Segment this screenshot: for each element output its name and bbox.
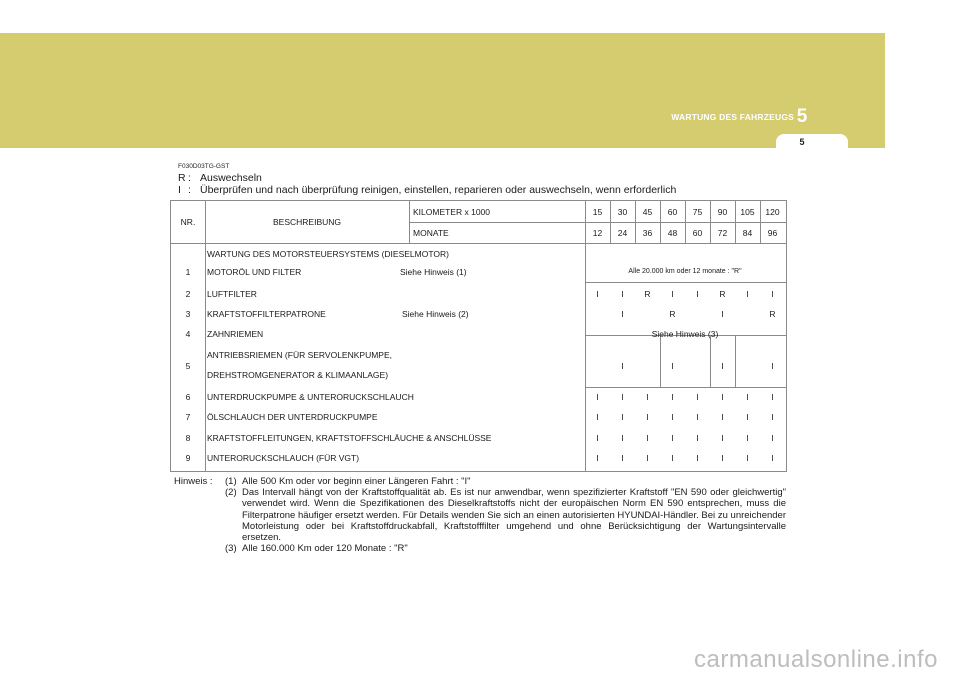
description-header: BESCHREIBUNG: [272, 217, 341, 227]
month-value: 24: [617, 228, 628, 238]
schedule-cell: I: [671, 453, 674, 463]
row-description: ZAHNRIEMEN: [207, 329, 264, 339]
legend-key: I: [178, 184, 181, 196]
row-description: KRAFTSTOFFILTERPATRONE: [207, 309, 326, 319]
schedule-cell: I: [621, 433, 624, 443]
km-value: 75: [692, 207, 703, 217]
km-value: 15: [592, 207, 603, 217]
note-text: Alle 160.000 Km oder 120 Monate : "R": [242, 543, 408, 555]
note-text: Das Intervall hängt von der Kraftstoffqualität ab. Es ist nur anwendbar, wenn spezifizierter Kraftstoff "EN 590 oder gleichwertig" verwendet wird. Wenn die Spezifikationen des Dieselkraftstoffs nicht der europäischen Norm EN 590 entsprechen, muss die Filterpatrone häufiger ersetzt werden. Für Details wenden Sie sich an einen autorisierten HYUNDAI-Händler. Bei zu unreichender Motorleistung oder bei Kraftstoffdruckabfall, Kraftstofffilter umgehend und ohne Berücksichtigung der Wartungsintervalle ersetzen.: [242, 487, 786, 544]
schedule-cell: I: [771, 392, 774, 402]
schedule-cell: I: [721, 361, 724, 371]
schedule-cell: I: [596, 453, 599, 463]
row-number: 9: [185, 453, 191, 463]
nr-header: NR.: [180, 217, 196, 227]
note-item: [174, 487, 786, 543]
schedule-cell: I: [746, 453, 749, 463]
document-code: F030D03TG-GST: [178, 163, 230, 170]
row-number: 1: [185, 267, 191, 277]
km-value: 45: [642, 207, 653, 217]
grid-line: [735, 335, 736, 387]
section-title: WARTUNG DES MOTORSTEUERSYSTEMS (DIESELMOTOR): [207, 249, 449, 259]
schedule-cell: R: [769, 309, 776, 319]
schedule-cell: I: [771, 361, 774, 371]
schedule-cell: I: [646, 392, 649, 402]
row-description: LUFTFILTER: [207, 289, 257, 299]
schedule-cell: I: [596, 433, 599, 443]
legend-replace: R : Auswechseln: [178, 172, 262, 184]
schedule-cell: I: [596, 412, 599, 422]
grid-line: [205, 201, 206, 471]
schedule-cell: I: [596, 392, 599, 402]
schedule-cell: I: [721, 392, 724, 402]
legend-text: Auswechseln: [200, 172, 262, 184]
row-description: UNTERDRUCKPUMPE & UNTERORUCKSCHLAUCH: [207, 392, 414, 402]
row-span-note: Siehe Hinweis (3): [651, 329, 719, 339]
schedule-cell: I: [696, 289, 699, 299]
row-description: KRAFTSTOFFLEITUNGEN, KRAFTSTOFFSCHLÄUCHE & ANSCHLÜSSE: [207, 433, 492, 443]
legend-inspect: I : Überprüfen und nach überprüfung reinigen, einstellen, reparieren oder auswechseln, wenn erforderlich: [178, 184, 677, 196]
month-value: 48: [667, 228, 678, 238]
schedule-cell: I: [671, 392, 674, 402]
grid-line: [409, 222, 786, 223]
schedule-cell: I: [621, 361, 624, 371]
month-value: 60: [692, 228, 703, 238]
schedule-cell: I: [621, 289, 624, 299]
schedule-cell: I: [621, 412, 624, 422]
schedule-cell: I: [621, 453, 624, 463]
schedule-cell: I: [671, 361, 674, 371]
month-value: 36: [642, 228, 653, 238]
row-description-cont: DREHSTROMGENERATOR & KLIMAANLAGE): [207, 370, 389, 380]
note-number: (3): [225, 543, 237, 555]
chapter-title: WARTUNG DES FAHRZEUGS: [671, 112, 794, 122]
note-number: (2): [225, 487, 237, 499]
note-number: (1): [225, 476, 237, 487]
month-value: 12: [592, 228, 603, 238]
row-number: 2: [185, 289, 191, 299]
month-value: 72: [717, 228, 728, 238]
note-item: [174, 476, 786, 487]
month-value: 84: [742, 228, 753, 238]
km-value: 90: [717, 207, 728, 217]
chapter-header-band: [0, 33, 885, 148]
schedule-cell: I: [746, 433, 749, 443]
note-item: [174, 543, 786, 554]
schedule-cell: I: [596, 289, 599, 299]
page-number: 5: [799, 137, 805, 147]
notes-label: Hinweis :: [174, 476, 213, 487]
month-value: 96: [767, 228, 778, 238]
row-description: MOTORÖL UND FILTER: [207, 267, 302, 277]
schedule-cell: I: [721, 453, 724, 463]
schedule-cell: I: [646, 433, 649, 443]
schedule-cell: I: [721, 412, 724, 422]
row-note-ref: Siehe Hinweis (2): [402, 309, 469, 319]
kilometer-label: KILOMETER x 1000: [413, 207, 491, 217]
watermark: carmanualsonline.info: [694, 646, 938, 673]
schedule-cell: I: [721, 309, 724, 319]
schedule-cell: I: [646, 453, 649, 463]
row-description: ÖLSCHLAUCH DER UNTERDRUCKPUMPE: [207, 412, 378, 422]
schedule-cell: I: [771, 412, 774, 422]
row-span-note: Alle 20.000 km oder 12 monate : "R": [628, 268, 742, 275]
schedule-cell: I: [771, 289, 774, 299]
schedule-cell: I: [621, 392, 624, 402]
row-number: 6: [185, 392, 191, 402]
grid-line: [585, 282, 786, 283]
schedule-cell: I: [771, 433, 774, 443]
row-number: 7: [185, 412, 191, 422]
schedule-cell: R: [644, 289, 651, 299]
km-value: 120: [765, 207, 780, 217]
schedule-cell: I: [696, 433, 699, 443]
schedule-cell: I: [696, 412, 699, 422]
schedule-cell: I: [696, 392, 699, 402]
notes-section: [174, 476, 786, 554]
row-note-ref: Siehe Hinweis (1): [400, 267, 467, 277]
schedule-cell: I: [746, 392, 749, 402]
km-value: 105: [740, 207, 755, 217]
schedule-cell: R: [669, 309, 676, 319]
legend-key: R: [178, 172, 186, 184]
row-number: 3: [185, 309, 191, 319]
row-description: UNTERORUCKSCHLAUCH (FÜR VGT): [207, 453, 360, 463]
schedule-cell: I: [671, 412, 674, 422]
note-text: Alle 500 Km oder vor beginn einer Längeren Fahrt : "I": [242, 476, 471, 487]
grid-line: [585, 387, 786, 388]
schedule-cell: I: [621, 309, 624, 319]
schedule-cell: I: [646, 412, 649, 422]
row-number: 8: [185, 433, 191, 443]
schedule-cell: I: [746, 412, 749, 422]
schedule-cell: I: [771, 453, 774, 463]
schedule-cell: I: [721, 433, 724, 443]
maintenance-schedule-table: [170, 200, 787, 472]
row-number: 4: [185, 329, 191, 339]
schedule-cell: R: [719, 289, 726, 299]
km-value: 30: [617, 207, 628, 217]
schedule-cell: I: [671, 433, 674, 443]
row-description: ANTRIEBSRIEMEN (FÜR SERVOLENKPUMPE,: [207, 350, 392, 360]
schedule-cell: I: [671, 289, 674, 299]
chapter-number: 5: [796, 106, 808, 127]
schedule-cell: I: [746, 289, 749, 299]
legend-text: Überprüfen und nach überprüfung reinigen, einstellen, reparieren oder auswechseln, wenn erforderlich: [200, 184, 677, 196]
months-label: MONATE: [413, 228, 449, 238]
schedule-cell: I: [696, 453, 699, 463]
grid-line: [171, 243, 786, 244]
row-number: 5: [185, 361, 191, 371]
km-value: 60: [667, 207, 678, 217]
